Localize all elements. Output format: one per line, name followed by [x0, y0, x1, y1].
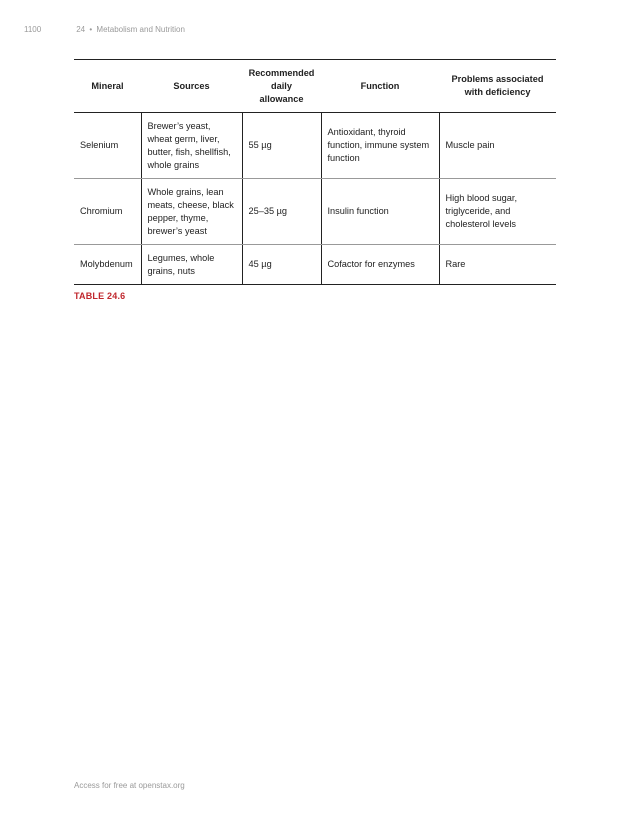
table-header: [74, 60, 556, 113]
cell-rda: 25–35 µg: [242, 179, 321, 245]
cell-sources: Legumes, whole grains, nuts: [141, 245, 242, 285]
table-caption: TABLE 24.6: [74, 291, 126, 301]
table-row: [74, 179, 556, 245]
column-header-rda: Recommended daily allowance: [242, 60, 321, 113]
column-header-sources: Sources: [141, 60, 242, 113]
table-body: [74, 113, 556, 285]
running-header: [24, 25, 185, 34]
chapter-heading: [76, 25, 185, 34]
footer-link[interactable]: Access for free at openstax.org: [74, 781, 185, 790]
column-header-deficiency: Problems associated with deficiency: [439, 60, 556, 113]
page-number: 1100: [24, 25, 42, 34]
cell-mineral: Selenium: [74, 113, 141, 179]
cell-rda: 55 µg: [242, 113, 321, 179]
cell-mineral: Chromium: [74, 179, 141, 245]
cell-function: Insulin function: [321, 179, 439, 245]
cell-deficiency: Rare: [439, 245, 556, 285]
cell-mineral: Molybdenum: [74, 245, 141, 285]
cell-sources: Brewer’s yeast, wheat germ, liver, butter, fish, shellfish, whole grains: [141, 113, 242, 179]
column-header-function: Function: [321, 60, 439, 113]
cell-deficiency: High blood sugar, triglyceride, and cholesterol levels: [439, 179, 556, 245]
separator: •: [89, 25, 93, 34]
cell-sources: Whole grains, lean meats, cheese, black pepper, thyme, brewer’s yeast: [141, 179, 242, 245]
cell-function: Cofactor for enzymes: [321, 245, 439, 285]
minerals-table: [74, 59, 556, 285]
table-row: [74, 245, 556, 285]
header-row: [74, 60, 556, 113]
chapter-number: 24: [76, 25, 86, 34]
chapter-title: Metabolism and Nutrition: [96, 25, 185, 34]
table-row: [74, 113, 556, 179]
column-header-mineral: Mineral: [74, 60, 141, 113]
cell-deficiency: Muscle pain: [439, 113, 556, 179]
cell-rda: 45 µg: [242, 245, 321, 285]
cell-function: Antioxidant, thyroid function, immune system function: [321, 113, 439, 179]
